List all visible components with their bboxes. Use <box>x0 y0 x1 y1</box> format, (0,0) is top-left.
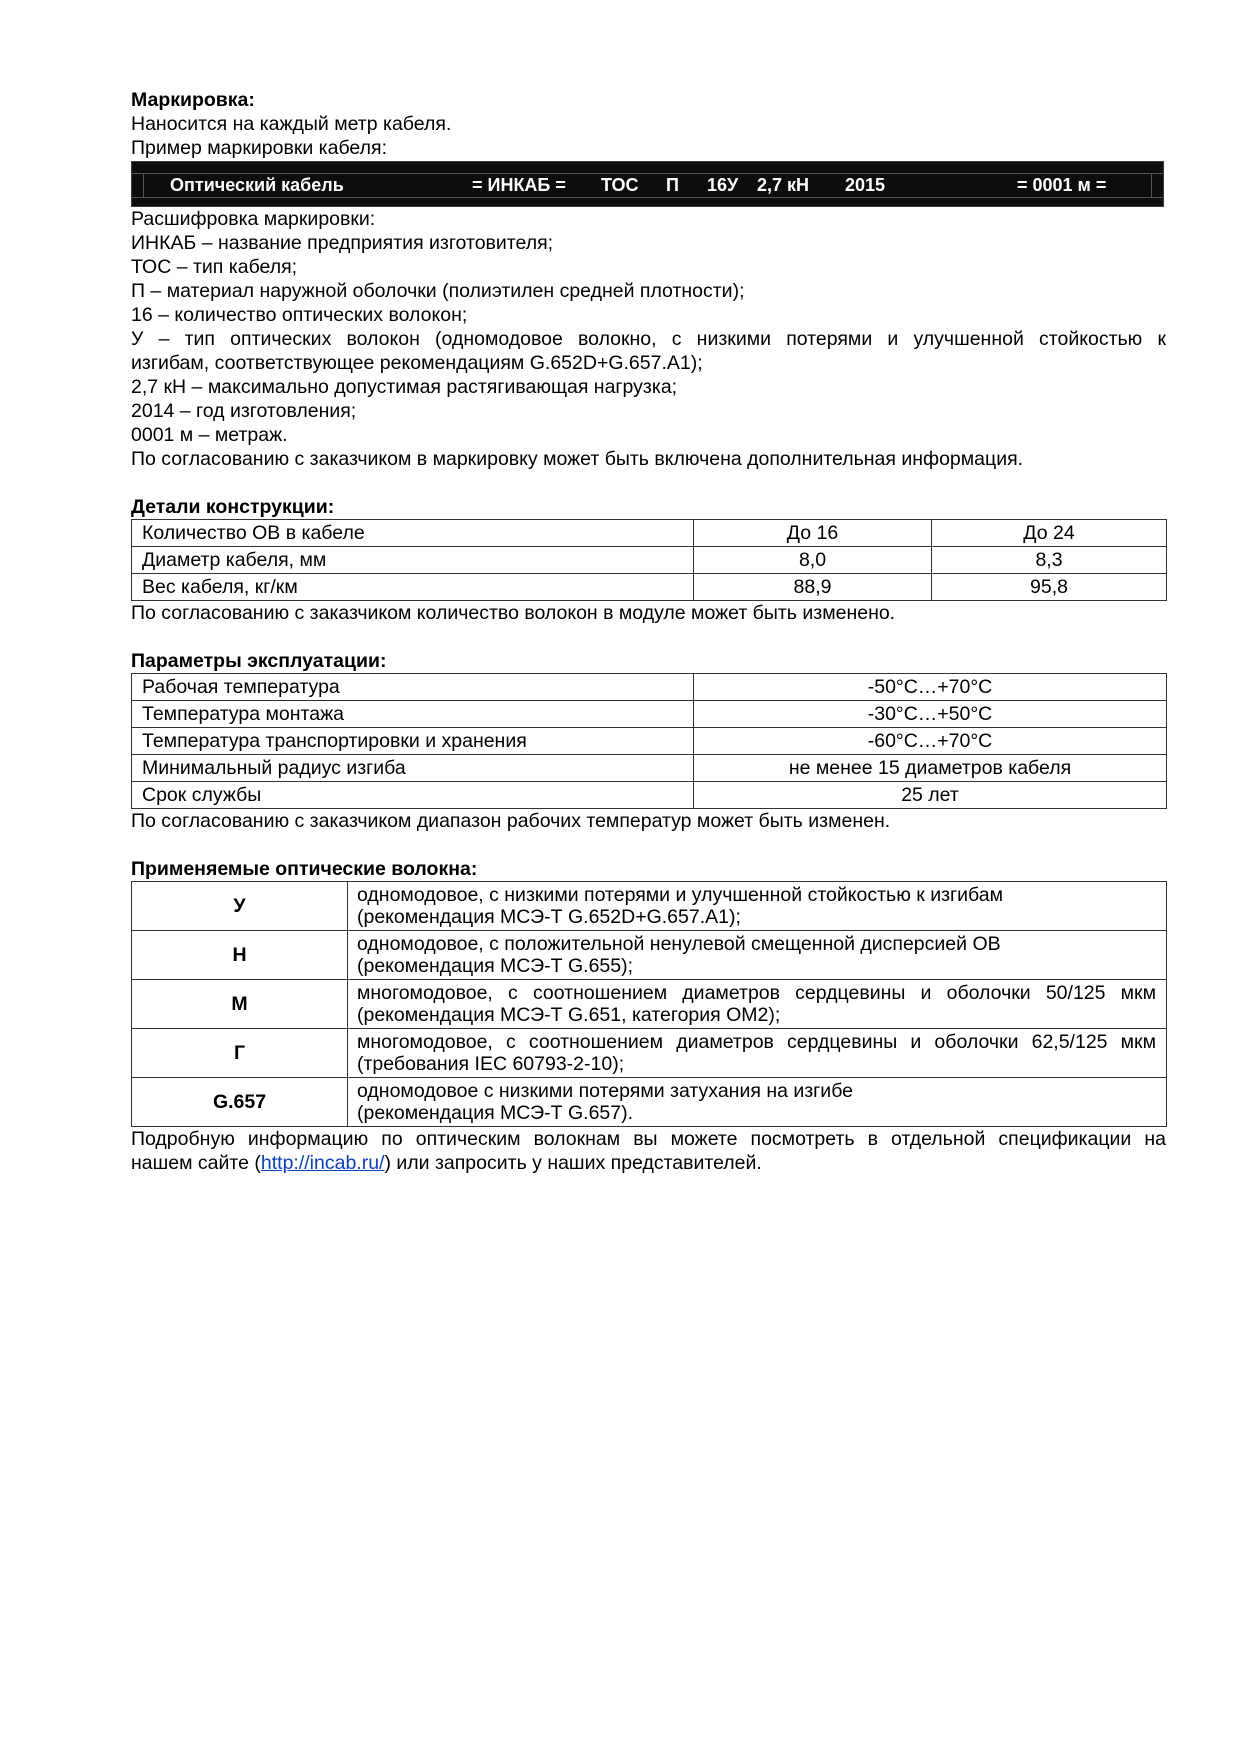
cell-value: 8,0 <box>694 547 932 574</box>
decode-item: ТОС – тип кабеля; <box>131 256 298 278</box>
marking-line: Наносится на каждый метр кабеля. <box>131 113 452 135</box>
table-row <box>132 755 1167 782</box>
decode-title: Расшифровка маркировки: <box>131 208 376 230</box>
cell-value: -60°C…+70°C <box>694 728 1167 755</box>
cell-value: 8,3 <box>932 547 1167 574</box>
cell-value: До 16 <box>694 520 932 547</box>
banner-cable-name: Оптический кабель <box>170 175 344 195</box>
table-row <box>132 1029 1167 1078</box>
table-row <box>132 931 1167 980</box>
banner-maker: = ИНКАБ = <box>472 175 566 195</box>
decode-item: 2,7 кН – максимально допустимая растягивающая нагрузка; <box>131 376 678 398</box>
fiber-code: Г <box>132 1029 348 1078</box>
table-row <box>132 882 1167 931</box>
decode-item: ИНКАБ – название предприятия изготовителя; <box>131 232 554 254</box>
fiber-description <box>348 882 1167 931</box>
footer-text: ) или запросить у наших представителей. <box>384 1152 762 1174</box>
decode-item: П – материал наружной оболочки (полиэтилен средней плотности); <box>131 280 745 302</box>
banner-type: ТОС <box>601 175 639 195</box>
row-label: Минимальный радиус изгиба <box>132 755 694 782</box>
cell-value: -50°C…+70°C <box>694 674 1167 701</box>
fiber-desc-line: (рекомендация МСЭ-Т G.657). <box>357 1102 634 1124</box>
fiber-desc-line: одномодовое, с положительной ненулевой смещенной дисперсией ОВ <box>357 933 1001 955</box>
decode-item: 0001 м – метраж. <box>131 424 288 446</box>
row-label: Количество ОВ в кабеле <box>132 520 694 547</box>
fibers-footer-line2 <box>131 1151 1166 1175</box>
table-row <box>132 980 1167 1029</box>
fiber-description <box>348 980 1167 1029</box>
row-label: Температура монтажа <box>132 701 694 728</box>
fiber-code: G.657 <box>132 1078 348 1127</box>
decode-note: По согласованию с заказчиком в маркировку может быть включена дополнительная информация. <box>131 448 1024 470</box>
cell-value: 88,9 <box>694 574 932 601</box>
fiber-desc-line: одномодовое с низкими потерями затухания на изгибе <box>357 1080 853 1102</box>
construction-table <box>131 519 1167 601</box>
fibers-table <box>131 881 1167 1127</box>
fiber-code: Н <box>132 931 348 980</box>
operation-note: По согласованию с заказчиком диапазон рабочих температур может быть изменен. <box>131 810 891 832</box>
row-label: Срок службы <box>132 782 694 809</box>
banner-fibers: 16У <box>707 175 739 195</box>
cell-value: До 24 <box>932 520 1167 547</box>
operation-table <box>131 673 1167 809</box>
row-label: Диаметр кабеля, мм <box>132 547 694 574</box>
marking-heading: Маркировка: <box>131 89 255 111</box>
decode-item: У – тип оптических волокон (одномодовое волокно, с низкими потерями и улучшенной стойкостью к <box>131 328 1166 350</box>
fiber-desc-line: (требования IEC 60793-2-10); <box>357 1053 625 1075</box>
fiber-description <box>348 1029 1167 1078</box>
fibers-heading: Применяемые оптические волокна: <box>131 858 478 880</box>
table-row <box>132 728 1167 755</box>
cell-value: 95,8 <box>932 574 1167 601</box>
banner-row <box>132 173 1163 198</box>
fiber-description <box>348 1078 1167 1127</box>
marking-example-banner <box>131 161 1164 207</box>
cell-value: не менее 15 диаметров кабеля <box>694 755 1167 782</box>
row-label: Рабочая температура <box>132 674 694 701</box>
row-label: Температура транспортировки и хранения <box>132 728 694 755</box>
table-row <box>132 701 1167 728</box>
fiber-desc-line: (рекомендация МСЭ-Т G.651, категория ОМ2); <box>357 1004 781 1026</box>
decode-item: 2014 – год изготовления; <box>131 400 357 422</box>
table-row <box>132 520 1167 547</box>
table-row <box>132 1078 1167 1127</box>
decode-item: изгибам, соответствующее рекомендациям G.652D+G.657.A1); <box>131 352 703 374</box>
fiber-desc-line: многомодовое, с соотношением диаметров сердцевины и оболочки 50/125 мкм <box>357 982 1156 1004</box>
table-row <box>132 782 1167 809</box>
construction-heading: Детали конструкции: <box>131 496 335 518</box>
fiber-desc-line: (рекомендация МСЭ-Т G.652D+G.657.A1); <box>357 906 741 928</box>
cell-value: 25 лет <box>694 782 1167 809</box>
fiber-code: У <box>132 882 348 931</box>
operation-heading: Параметры эксплуатации: <box>131 650 387 672</box>
decode-item: 16 – количество оптических волокон; <box>131 304 468 326</box>
table-row <box>132 674 1167 701</box>
fiber-desc-line: одномодовое, с низкими потерями и улучшенной стойкостью к изгибам <box>357 884 1004 906</box>
fiber-code: М <box>132 980 348 1029</box>
banner-sheath: П <box>666 175 679 195</box>
fiber-desc-line: многомодовое, с соотношением диаметров сердцевины и оболочки 62,5/125 мкм <box>357 1031 1156 1053</box>
document-page <box>131 88 1166 1175</box>
fiber-description <box>348 931 1167 980</box>
banner-length: = 0001 м = <box>1017 175 1107 195</box>
cell-value: -30°C…+50°C <box>694 701 1167 728</box>
table-row <box>132 574 1167 601</box>
fiber-desc-line: (рекомендация МСЭ-Т G.655); <box>357 955 634 977</box>
incab-website-link[interactable]: http://incab.ru/ <box>260 1152 385 1174</box>
banner-year: 2015 <box>845 175 886 195</box>
fibers-footer: Подробную информацию по оптическим волокнам вы можете посмотреть в отдельной спецификации на <box>131 1128 1166 1150</box>
banner-load: 2,7 кН <box>757 175 810 195</box>
table-row <box>132 547 1167 574</box>
marking-example-label: Пример маркировки кабеля: <box>131 137 387 159</box>
footer-text: нашем сайте ( <box>131 1152 261 1174</box>
row-label: Вес кабеля, кг/км <box>132 574 694 601</box>
construction-note: По согласованию с заказчиком количество волокон в модуле может быть изменено. <box>131 602 896 624</box>
